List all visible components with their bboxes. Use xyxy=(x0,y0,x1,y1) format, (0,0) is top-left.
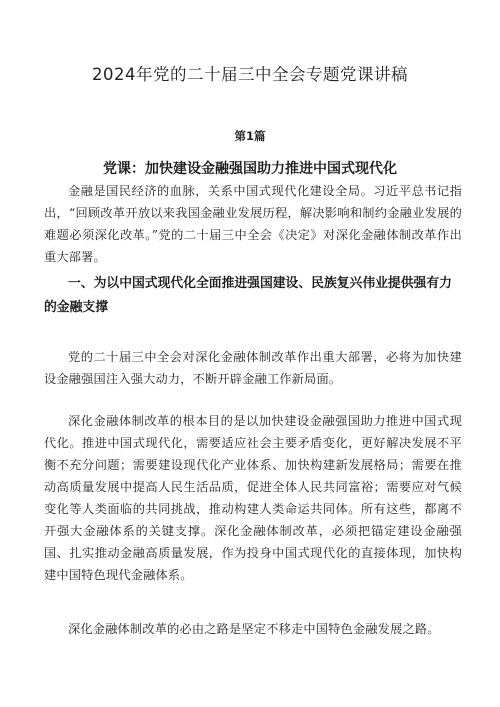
section-1-heading: 一、为以中国式现代化全面推进强国建设、民族复兴伟业提供强有力的金融支撑 xyxy=(44,276,452,315)
intro-block xyxy=(44,180,462,268)
section-1-block xyxy=(44,272,462,320)
article-title: 党课：加快建设金融强国助力推进中国式现代化 xyxy=(103,161,397,177)
document-title: 2024年党的二十届三中全会专题党课讲稿 xyxy=(92,65,408,84)
part-label: 第1篇 xyxy=(234,129,266,143)
paragraph-2-block xyxy=(44,410,462,586)
paragraph-1: 党的二十届三中全会对深化金融体制改革作出重大部署，必将为加快建设金融强国注入强大动力，不断开辟金融工作新局面。 xyxy=(44,350,462,386)
intro-paragraph: 金融是国民经济的血脉，关系中国式现代化建设全局。习近平总书记指出，“回顾改革开放以来我国金融业发展历程，解决影响和制约金融业发展的难题必须深化改革。”党的二十届三中全会《决定》对深化金融体制改革作出重大部署。 xyxy=(44,184,462,264)
paragraph-2: 深化金融体制改革的根本目的是以加快建设金融强国助力推进中国式现代化。推进中国式现代化，需要适应社会主要矛盾变化，更好解决发展不平衡不充分问题；需要建设现代化产业体系、加快构建新发展格局；需要在推动高质量发展中提高人民生活品质，促进全体人民共同富裕；需要应对气候变化等人类面临的共同挑战，推动构建人类命运共同体。所有这些，都离不开强大金融体系的关键支撑。深化金融体制改革，必须把锚定建设金融强国、扎实推动金融高质量发展，作为投身中国式现代化的直接体现，加快构建中国特色现代金融体系。 xyxy=(44,414,462,582)
paragraph-3: 深化金融体制改革的必由之路是坚定不移走中国特色金融发展之路。 xyxy=(68,622,440,636)
paragraph-1-block xyxy=(44,346,462,390)
paragraph-3-block xyxy=(44,618,462,640)
